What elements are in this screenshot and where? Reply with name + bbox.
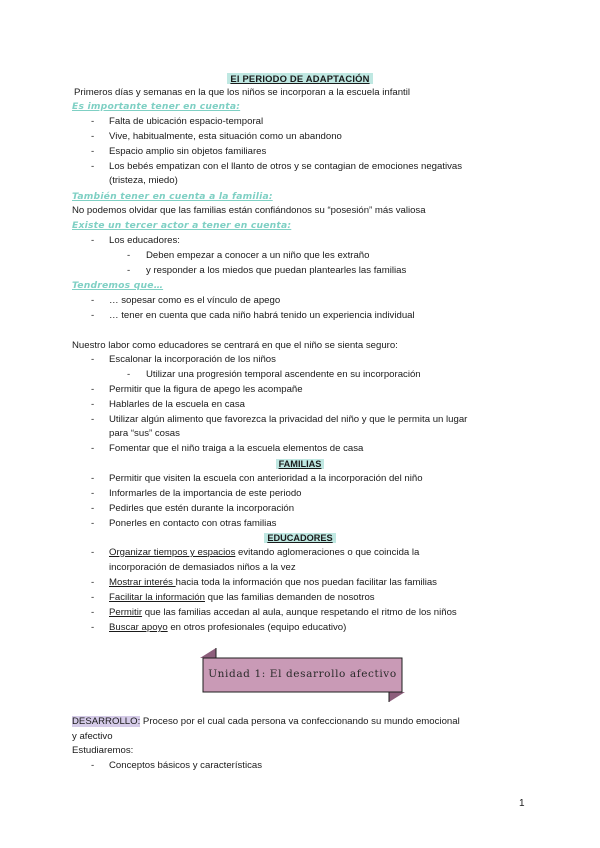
bullet-dash: - <box>127 265 131 276</box>
list-item <box>109 621 346 636</box>
underlined-phrase: Facilitar la información <box>109 592 205 603</box>
sub-list-item: Deben empezar a conocer a un niño que les extraño <box>146 250 370 261</box>
list-item: Utilizar algún alimento que favorezca la privacidad del niño y que le permita un lugar <box>109 414 468 425</box>
list-item <box>109 591 375 606</box>
list-item-continuation: (tristeza, miedo) <box>109 175 178 186</box>
familias-heading-line <box>0 457 600 473</box>
item-text: que las familias accedan al aula, aunque respetando el ritmo de los niños <box>142 607 457 618</box>
underlined-phrase: Buscar apoyo <box>109 622 168 633</box>
underlined-phrase: Mostrar interés <box>109 577 176 588</box>
bullet-dash: - <box>91 235 95 246</box>
bullet-dash: - <box>91 295 95 306</box>
bullet-dash: - <box>91 146 95 157</box>
list-item: Falta de ubicación espacio-temporal <box>109 116 264 127</box>
bullet-dash: - <box>127 250 131 261</box>
list-item: Permitir que visiten la escuela con anterioridad a la incorporación del niño <box>109 473 423 484</box>
item-text: evitando aglomeraciones o que coincida la <box>235 547 420 558</box>
banner-fold-left <box>200 648 216 658</box>
bullet-dash: - <box>91 384 95 395</box>
section-heading-importante: Es importante tener en cuenta: <box>72 101 241 112</box>
sub-list-item: y responder a los miedos que puedan plantearles las familias <box>146 265 407 276</box>
bullet-dash: - <box>91 131 95 142</box>
bullet-dash: - <box>91 414 95 425</box>
list-item: … tener en cuenta que cada niño habrá tenido un experiencia individual <box>109 310 415 321</box>
list-item: Pedirles que estén durante la incorporación <box>109 503 295 514</box>
estudiaremos-label: Estudiaremos: <box>72 745 134 756</box>
section-heading-tercer-actor: Existe un tercer actor a tener en cuenta: <box>72 220 292 231</box>
page-title: El PERIODO DE ADAPTACIÓN <box>227 73 372 84</box>
educadores-heading-line <box>0 531 600 547</box>
bullet-dash: - <box>91 354 95 365</box>
list-item: Conceptos básicos y características <box>109 760 263 771</box>
list-item-continuation: para “sus” cosas <box>109 428 180 439</box>
familias-heading: FAMILIAS <box>276 459 325 469</box>
list-item: Los educadores: <box>109 235 180 246</box>
list-item: Permitir que la figura de apego les acompañe <box>109 384 303 395</box>
bullet-dash: - <box>127 369 131 380</box>
bullet-dash: - <box>91 622 95 633</box>
bullet-dash: - <box>91 607 95 618</box>
bullet-dash: - <box>91 518 95 529</box>
list-item: Informarles de la importancia de este periodo <box>109 488 302 499</box>
item-text: hacia toda la información que nos puedan facilitar las familias <box>175 577 437 588</box>
definition-continuation: y afectivo <box>72 731 113 742</box>
desarrollo-term: DESARROLLO: <box>72 716 141 727</box>
underlined-phrase: Organizar tiempos y espacios <box>109 547 236 558</box>
definition-text: Proceso por el cual cada persona va confeccionando su mundo emocional <box>140 716 460 727</box>
page-number: 1 <box>519 798 525 809</box>
item-text: que las familias demanden de nosotros <box>204 592 375 603</box>
bullet-dash: - <box>91 577 95 588</box>
section-heading-familia: También tener en cuenta a la familia: <box>72 191 273 202</box>
list-item-continuation: incorporación de demasiados niños a la vez <box>109 562 296 573</box>
bullet-dash: - <box>91 760 95 771</box>
list-item: … sopesar como es el vínculo de apego <box>109 295 281 306</box>
list-item <box>109 576 437 591</box>
bullet-dash: - <box>91 592 95 603</box>
intro-text: Primeros días y semanas en la que los niños se incorporan a la escuela infantil <box>74 87 410 98</box>
bullet-dash: - <box>91 473 95 484</box>
list-item: Vive, habitualmente, esta situación como un abandono <box>109 131 342 142</box>
banner-title: Unidad 1: El desarrollo afectivo <box>208 668 397 680</box>
familia-text: No podemos olvidar que las familias están confiándonos su “posesión” más valiosa <box>72 205 426 216</box>
desarrollo-definition <box>72 715 460 730</box>
banner-fold-right <box>389 692 405 702</box>
list-item: Ponerles en contacto con otras familias <box>109 518 277 529</box>
list-item: Los bebés empatizan con el llanto de otros y se contagian de emociones negativas <box>109 161 463 172</box>
bullet-dash: - <box>91 116 95 127</box>
bullet-dash: - <box>91 310 95 321</box>
bullet-dash: - <box>91 399 95 410</box>
sub-list-item: Utilizar una progresión temporal ascendente en su incorporación <box>146 369 421 380</box>
bullet-dash: - <box>91 503 95 514</box>
list-item <box>109 546 419 561</box>
item-text: en otros profesionales (equipo educativo) <box>167 622 347 633</box>
list-item <box>109 606 457 621</box>
list-item: Hablarles de la escuela en casa <box>109 399 245 410</box>
list-item: Fomentar que el niño traiga a la escuela elementos de casa <box>109 443 364 454</box>
section-heading-tendremos: Tendremos que… <box>72 280 164 291</box>
bullet-dash: - <box>91 488 95 499</box>
list-item: Escalonar la incorporación de los niños <box>109 354 276 365</box>
underlined-phrase: Permitir <box>109 607 143 618</box>
educadores-heading: EDUCADORES <box>264 533 335 543</box>
bullet-dash: - <box>91 443 95 454</box>
bullet-dash: - <box>91 547 95 558</box>
list-item: Espacio amplio sin objetos familiares <box>109 146 267 157</box>
bullet-dash: - <box>91 161 95 172</box>
labor-intro: Nuestro labor como educadores se centrará en que el niño se sienta seguro: <box>72 340 398 351</box>
